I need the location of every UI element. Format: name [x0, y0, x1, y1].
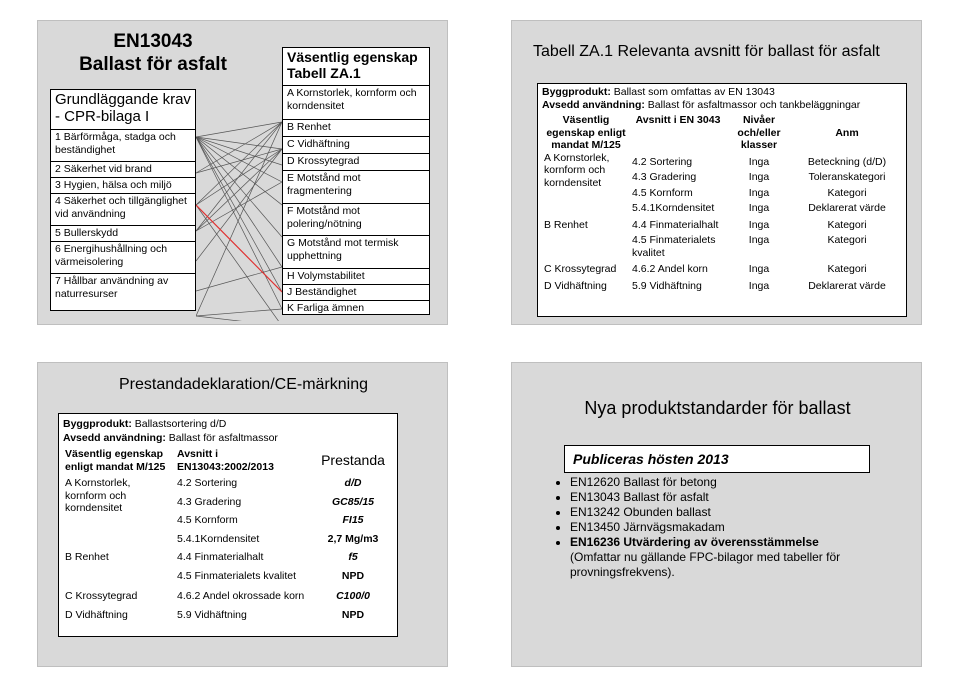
requirement-item: 6 Energihushållning och värmeisolering — [51, 242, 195, 274]
za1-table-box — [537, 83, 907, 317]
use-label: Avsedd användning: — [63, 432, 166, 444]
cell-property: B Renhet — [65, 551, 109, 563]
cell-level: Inga — [748, 202, 770, 214]
cell-section: 5.4.1Korndensitet — [177, 532, 260, 545]
product-label: Byggprodukt: — [63, 418, 132, 430]
essential-properties-header: Väsentlig egenskap Tabell ZA.1 — [283, 48, 429, 86]
cell-section: 4.3 Gradering — [632, 171, 697, 183]
cell-performance: C100/0 — [336, 590, 370, 602]
slide-performance-declaration — [37, 362, 448, 667]
cell-note: Kategori — [827, 218, 867, 231]
standards-list — [552, 475, 910, 580]
cell-level: Inga — [748, 155, 770, 168]
property-item: K Farliga ämnen — [287, 302, 365, 314]
slide-en13043-overview — [37, 20, 448, 325]
cell-section: 4.2 Sortering — [177, 477, 238, 489]
list-item: • EN13242 Obunden ballast — [570, 505, 910, 520]
requirement-item: 3 Hygien, hälsa och miljö — [51, 178, 195, 194]
table-row — [542, 152, 902, 169]
cell-section: 4.3 Gradering — [177, 495, 242, 508]
property-item: E Motstånd mot fragmentering — [283, 171, 429, 204]
col-header-section: Avsnitt i EN13043:2002/2013 — [177, 448, 274, 473]
slide1-title: EN13043 — [113, 31, 193, 52]
cell-performance: NPD — [341, 569, 365, 582]
property-item: C Vidhäftning — [283, 137, 429, 154]
list-item: • EN13450 Järnvägsmakadam — [570, 520, 910, 535]
cell-performance: GC85/15 — [331, 495, 375, 508]
cell-performance: d/D — [344, 477, 362, 489]
table-row — [63, 582, 393, 603]
cell-section: 4.5 Finmaterialets kvalitet — [177, 569, 297, 582]
cell-property: C Krossytegrad — [544, 263, 617, 275]
property-item: B Renhet — [283, 120, 429, 137]
requirement-item: 1 Bärförmåga, stadga och beständighet — [51, 130, 195, 162]
slide4-title: Nya produktstandarder för ballast — [584, 398, 851, 418]
cell-property: A Kornstorlek, kornform och korndensitet — [65, 477, 131, 514]
cell-note: Deklarerat värde — [808, 279, 886, 292]
table-row — [542, 259, 902, 276]
cell-section: 4.2 Sortering — [632, 155, 693, 168]
property-item: J Beständighet — [283, 285, 429, 301]
property-item: F Motstånd mot polering/nötning — [283, 204, 429, 236]
col-header-levels: Nivåer och/eller klasser — [737, 114, 781, 151]
publication-box: Publiceras hösten 2013 — [564, 445, 870, 473]
slide3-title: Prestandadeklaration/CE-märkning — [118, 376, 368, 393]
cell-section: 4.6.2 Andel korn — [632, 263, 708, 275]
cell-section: 4.6.2 Andel okrossade korn — [177, 590, 305, 602]
cell-note: Kategori — [827, 263, 867, 275]
standard-note: (Omfattar nu gällande FPC-bilagor med tabeller för provningsfrekvens). — [570, 550, 841, 579]
cell-section: 4.4 Finmaterialhalt — [177, 551, 264, 563]
cell-property: B Renhet — [544, 218, 588, 231]
cell-section: 4.5 Kornform — [632, 186, 693, 199]
cell-section: 5.9 Vidhäftning — [177, 608, 247, 621]
col-header-property: Väsentlig egenskap enligt mandat M/125 — [65, 448, 166, 473]
property-item: D Krossytegrad — [283, 154, 429, 171]
property-item: G Motstånd mot termisk upphettning — [283, 236, 429, 269]
cell-level: Inga — [748, 171, 770, 183]
dop-table-box — [58, 413, 398, 637]
cell-level: Inga — [748, 279, 770, 292]
slide-za1-table — [511, 20, 922, 325]
cell-performance: f5 — [348, 551, 358, 563]
slide-new-standards — [511, 362, 922, 667]
col-header-section: Avsnitt i EN 3043 — [635, 114, 721, 126]
product-value: Ballastsortering d/D — [134, 418, 227, 430]
cell-level: Inga — [748, 263, 770, 275]
requirement-item: 5 Bullerskydd — [51, 226, 195, 242]
cell-section: 4.5 Finmaterialets kvalitet — [632, 234, 716, 259]
list-item: • EN12620 Ballast för betong — [570, 475, 910, 490]
table-row — [63, 473, 393, 490]
cell-level: Inga — [748, 234, 770, 246]
product-line — [63, 417, 393, 431]
product-value: Ballast som omfattas av EN 13043 — [613, 86, 775, 98]
slide1-subtitle: Ballast för asfalt — [79, 54, 227, 75]
cell-property: A Kornstorlek, kornform och korndensitet — [544, 151, 610, 189]
cell-note: Toleranskategori — [808, 171, 886, 183]
basic-requirements-box — [50, 89, 196, 311]
use-line — [63, 431, 393, 445]
cell-performance: 2,7 Mg/m3 — [327, 532, 379, 545]
essential-properties-box — [282, 47, 430, 315]
cell-property: D Vidhäftning — [65, 608, 128, 621]
za1-table — [542, 114, 902, 292]
table-row — [542, 215, 902, 232]
basic-requirements-header: Grundläggande krav - CPR-bilaga I — [51, 90, 195, 130]
cell-section: 5.9 Vidhäftning — [632, 279, 702, 292]
product-label: Byggprodukt: — [542, 86, 611, 98]
cell-performance: NPD — [341, 608, 365, 621]
cell-note: Deklarerat värde — [808, 202, 886, 214]
requirement-item: 2 Säkerhet vid brand — [51, 162, 195, 178]
use-line — [542, 99, 902, 112]
property-item: H Volymstabilitet — [283, 269, 429, 285]
property-item: A Kornstorlek, kornform och korndensitet — [283, 86, 429, 120]
list-item: • EN13043 Ballast för asfalt — [570, 490, 910, 505]
col-header-property: Väsentlig egenskap enligt mandat M/125 — [546, 114, 626, 151]
table-row — [63, 545, 393, 564]
cell-performance: FI15 — [342, 514, 364, 526]
list-item — [570, 535, 910, 580]
table-header-row — [542, 114, 902, 152]
cell-section: 4.4 Finmaterialhalt — [632, 218, 719, 231]
product-line — [542, 86, 902, 99]
connector-lines — [196, 81, 282, 321]
cell-section: 5.4.1Korndensitet — [632, 202, 715, 214]
requirement-item: 4 Säkerhet och tillgänglighet vid användning — [51, 194, 195, 226]
cell-level: Inga — [748, 186, 770, 199]
slide2-title: Tabell ZA.1 Relevanta avsnitt för ballast för asfalt — [533, 43, 880, 60]
cell-property: D Vidhäftning — [544, 279, 607, 292]
table-row — [542, 276, 902, 293]
use-label: Avsedd användning: — [542, 99, 645, 111]
cell-section: 4.5 Kornform — [177, 514, 238, 526]
cell-note: Kategori — [827, 186, 867, 199]
cell-note: Beteckning (d/D) — [807, 155, 887, 168]
col-header-note: Anm — [835, 126, 859, 139]
table-row — [63, 603, 393, 622]
table-header-row — [63, 448, 393, 473]
use-value: Ballast för asfaltmassor — [168, 432, 278, 444]
requirement-item: 7 Hållbar användning av naturresurser — [55, 275, 169, 300]
use-value: Ballast för asfaltmassor och tankbeläggningar — [647, 99, 861, 111]
cell-property: C Krossytegrad — [65, 590, 138, 602]
cell-note: Kategori — [827, 234, 867, 246]
col-header-performance: Prestanda — [321, 452, 385, 469]
cell-level: Inga — [748, 218, 770, 231]
dop-table — [63, 448, 393, 621]
bold-standard: EN16236 Utvärdering av överensstämmelse — [570, 535, 819, 549]
